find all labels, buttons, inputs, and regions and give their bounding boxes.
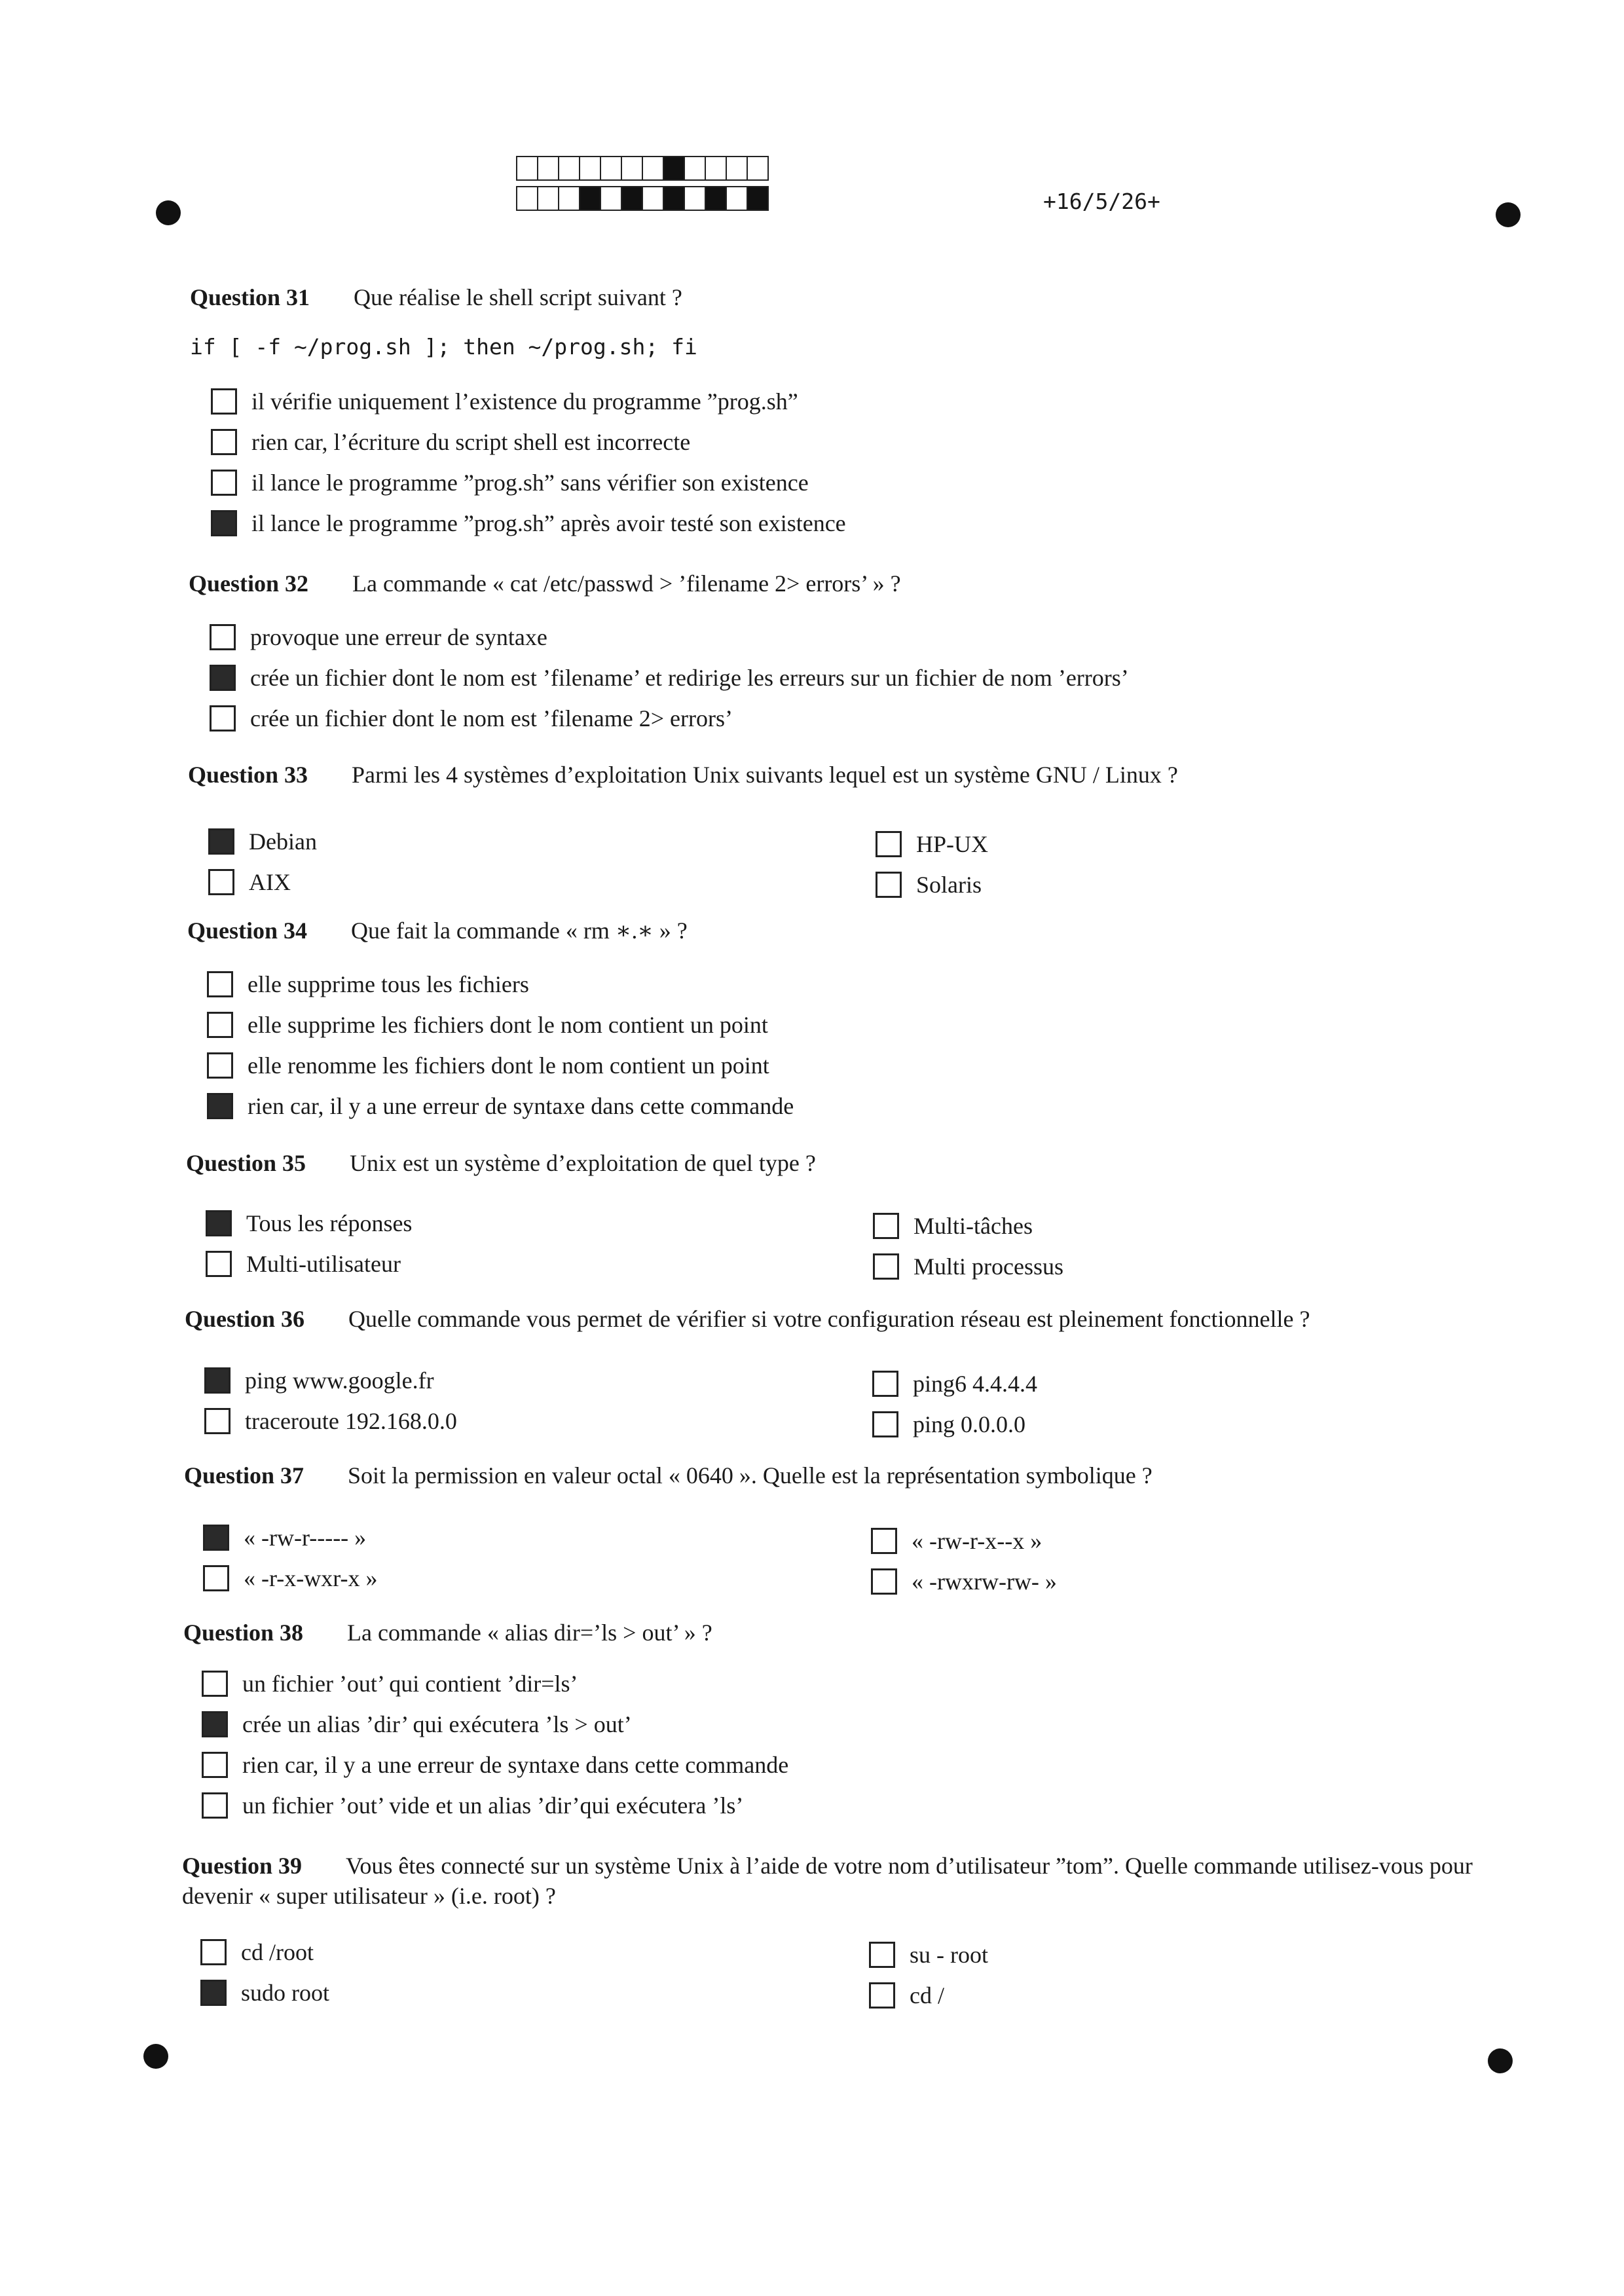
- option-label: elle renomme les fichiers dont le nom contient un point: [248, 1052, 769, 1079]
- option-label: cd /root: [241, 1939, 314, 1965]
- checkbox[interactable]: [211, 388, 237, 415]
- option-38-1[interactable]: [202, 1669, 578, 1699]
- question-text: Vous êtes connecté sur un système Unix à l’aide de votre nom d’utilisateur ”tom”. Quelle commande utilisez-vous pour devenir « super utilisateur » (i.e. root) ?: [182, 1853, 1473, 1909]
- code-cell: [537, 186, 559, 211]
- code-grid-row-1: [517, 156, 769, 181]
- checkbox[interactable]: [211, 510, 237, 536]
- question-number: Question 39: [182, 1853, 303, 1879]
- code-cell: [621, 186, 643, 211]
- option-label: Tous les réponses: [246, 1210, 413, 1236]
- option-label: crée un fichier dont le nom est ’filename 2> errors’: [250, 705, 733, 731]
- checkbox[interactable]: [876, 831, 902, 857]
- question-38: [183, 1619, 712, 1646]
- question-34: [187, 917, 688, 944]
- option-35-1[interactable]: [206, 1208, 412, 1238]
- checkbox[interactable]: [206, 1251, 232, 1277]
- code-cell: [516, 156, 538, 181]
- option-36-2[interactable]: [204, 1406, 457, 1436]
- option-label: elle supprime les fichiers dont le nom contient un point: [248, 1012, 768, 1038]
- question-number: Question 38: [183, 1620, 304, 1646]
- question-text: Soit la permission en valeur octal « 0640 ». Quelle est la représentation symbolique ?: [348, 1462, 1153, 1489]
- question-37: [184, 1462, 1153, 1489]
- option-33-4[interactable]: [876, 870, 982, 900]
- checkbox[interactable]: [207, 1093, 233, 1119]
- option-39-3[interactable]: [869, 1940, 988, 1970]
- checkbox[interactable]: [871, 1568, 897, 1595]
- option-label: rien car, il y a une erreur de syntaxe dans cette commande: [248, 1093, 794, 1119]
- option-39-1[interactable]: [200, 1937, 314, 1967]
- code-cell: [705, 156, 727, 181]
- option-label: Multi-utilisateur: [246, 1251, 401, 1277]
- option-label: Multi-tâches: [913, 1213, 1033, 1239]
- question-number: Question 35: [186, 1150, 306, 1176]
- checkbox[interactable]: [869, 1942, 895, 1968]
- checkbox[interactable]: [873, 1253, 899, 1280]
- option-37-2[interactable]: [203, 1563, 378, 1593]
- checkbox[interactable]: [207, 1012, 233, 1038]
- option-36-4[interactable]: [872, 1409, 1025, 1439]
- option-label: « -rwxrw-rw- »: [912, 1568, 1057, 1595]
- option-38-2[interactable]: [202, 1709, 632, 1739]
- option-39-4[interactable]: [869, 1980, 944, 2010]
- checkbox[interactable]: [876, 872, 902, 898]
- code-grid-row-2: [517, 186, 769, 211]
- code-cell: [663, 186, 685, 211]
- option-label: cd /: [910, 1982, 944, 2009]
- option-38-3[interactable]: [202, 1750, 788, 1780]
- checkbox[interactable]: [204, 1367, 231, 1394]
- option-label: HP-UX: [916, 831, 989, 857]
- option-35-3[interactable]: [873, 1211, 1033, 1241]
- checkbox[interactable]: [872, 1371, 898, 1397]
- option-34-1[interactable]: [207, 969, 529, 999]
- question-36: [185, 1305, 1310, 1333]
- checkbox[interactable]: [202, 1671, 228, 1697]
- page-id: +16/5/26+: [1043, 189, 1160, 214]
- option-label: crée un fichier dont le nom est ’filename’ et redirige les erreurs sur un fichier de nom ’errors’: [250, 665, 1129, 691]
- question-number: Question 31: [190, 284, 310, 310]
- registration-mark-top-right: [1496, 202, 1521, 227]
- option-35-2[interactable]: [206, 1249, 401, 1279]
- option-36-3[interactable]: [872, 1369, 1037, 1399]
- code-cell: [663, 156, 685, 181]
- option-33-1[interactable]: [208, 826, 317, 857]
- option-label: provoque une erreur de syntaxe: [250, 624, 547, 650]
- checkbox[interactable]: [206, 1210, 232, 1236]
- option-label: Multi processus: [913, 1253, 1063, 1280]
- checkbox[interactable]: [210, 705, 236, 731]
- code-cell: [516, 186, 538, 211]
- option-38-4[interactable]: [202, 1790, 743, 1821]
- option-label: elle supprime tous les fichiers: [248, 971, 529, 997]
- code-cell: [726, 156, 748, 181]
- option-label: su - root: [910, 1942, 988, 1968]
- option-label: « -rw-r-x--x »: [912, 1528, 1043, 1554]
- option-37-3[interactable]: [871, 1526, 1042, 1556]
- checkbox[interactable]: [211, 429, 237, 455]
- code-cell: [579, 186, 601, 211]
- option-37-1[interactable]: [203, 1523, 366, 1553]
- code-cell: [684, 156, 706, 181]
- option-label: un fichier ’out’ vide et un alias ’dir’qui exécutera ’ls’: [242, 1792, 744, 1819]
- option-36-1[interactable]: [204, 1365, 434, 1396]
- checkbox[interactable]: [873, 1213, 899, 1239]
- option-label: Solaris: [916, 872, 982, 898]
- question-number: Question 32: [189, 570, 309, 597]
- question-number: Question 36: [185, 1306, 305, 1332]
- option-label: rien car, il y a une erreur de syntaxe dans cette commande: [242, 1752, 789, 1778]
- option-39-2[interactable]: [200, 1978, 329, 2008]
- checkbox[interactable]: [207, 1052, 233, 1079]
- registration-mark-bottom-right: [1488, 2048, 1513, 2073]
- question-text: La commande « alias dir=’ls > out’ » ?: [347, 1620, 712, 1646]
- checkbox[interactable]: [208, 828, 234, 855]
- option-label: sudo root: [241, 1980, 329, 2006]
- option-label: AIX: [249, 869, 291, 895]
- registration-mark-bottom-left: [143, 2044, 168, 2069]
- option-33-2[interactable]: [208, 867, 291, 897]
- question-text: La commande « cat /etc/passwd > ’filename 2> errors’ » ?: [352, 570, 901, 597]
- option-label: un fichier ’out’ qui contient ’dir=ls’: [242, 1671, 578, 1697]
- option-32-2[interactable]: [210, 663, 1129, 693]
- option-label: crée un alias ’dir’ qui exécutera ’ls > out’: [242, 1711, 632, 1737]
- option-label: Debian: [249, 828, 317, 855]
- code-cell: [579, 156, 601, 181]
- checkbox[interactable]: [871, 1528, 897, 1554]
- registration-mark-top-left: [156, 200, 181, 225]
- code-cell: [747, 156, 769, 181]
- option-31-1[interactable]: [211, 386, 798, 417]
- checkbox[interactable]: [202, 1792, 228, 1819]
- option-label: rien car, l’écriture du script shell est incorrecte: [251, 429, 691, 455]
- question-text: Quelle commande vous permet de vérifier si votre configuration réseau est pleinement fonctionnelle ?: [348, 1306, 1310, 1332]
- code-cell: [726, 186, 748, 211]
- checkbox[interactable]: [203, 1565, 229, 1591]
- checkbox[interactable]: [210, 665, 236, 691]
- checkbox[interactable]: [211, 470, 237, 496]
- question-32: [189, 570, 901, 597]
- question-text: Parmi les 4 systèmes d’exploitation Unix suivants lequel est un système GNU / Linux ?: [352, 762, 1178, 788]
- code-cell: [558, 156, 580, 181]
- checkbox[interactable]: [208, 869, 234, 895]
- option-label: traceroute 192.168.0.0: [245, 1408, 457, 1434]
- question-text: Que fait la commande « rm ∗.∗ » ?: [351, 917, 688, 944]
- option-34-3[interactable]: [207, 1050, 769, 1081]
- option-label: il vérifie uniquement l’existence du programme ”prog.sh”: [251, 388, 798, 415]
- checkbox[interactable]: [202, 1752, 228, 1778]
- code-cell: [684, 186, 706, 211]
- checkbox[interactable]: [872, 1411, 898, 1437]
- option-31-2[interactable]: [211, 427, 690, 457]
- code-cell: [621, 156, 643, 181]
- option-label: ping6 4.4.4.4: [913, 1371, 1038, 1397]
- checkbox[interactable]: [203, 1525, 229, 1551]
- option-label: « -rw-r----- »: [244, 1525, 367, 1551]
- option-32-3[interactable]: [210, 703, 733, 733]
- checkbox[interactable]: [210, 624, 236, 650]
- question-35: [186, 1149, 816, 1177]
- code-cell: [642, 156, 664, 181]
- checkbox[interactable]: [202, 1711, 228, 1737]
- option-34-2[interactable]: [207, 1010, 768, 1040]
- option-33-3[interactable]: [876, 829, 988, 859]
- option-31-3[interactable]: [211, 468, 809, 498]
- question-text: Que réalise le shell script suivant ?: [354, 284, 682, 310]
- option-32-1[interactable]: [210, 622, 547, 652]
- option-label: il lance le programme ”prog.sh” sans vérifier son existence: [251, 470, 809, 496]
- code-snippet: if [ -f ~/prog.sh ]; then ~/prog.sh; fi: [190, 334, 697, 360]
- checkbox[interactable]: [204, 1408, 231, 1434]
- code-cell: [642, 186, 664, 211]
- checkbox[interactable]: [869, 1982, 895, 2009]
- code-cell: [705, 186, 727, 211]
- checkbox[interactable]: [207, 971, 233, 997]
- code-cell: [558, 186, 580, 211]
- question-number: Question 37: [184, 1462, 304, 1489]
- code-cell: [600, 156, 622, 181]
- code-cell: [537, 156, 559, 181]
- option-label: ping www.google.fr: [245, 1367, 434, 1394]
- option-label: il lance le programme ”prog.sh” après avoir testé son existence: [251, 510, 846, 536]
- option-label: « -r-x-wxr-x »: [244, 1565, 378, 1591]
- option-34-4[interactable]: [207, 1091, 794, 1121]
- option-37-4[interactable]: [871, 1566, 1057, 1597]
- question-number: Question 33: [188, 762, 308, 788]
- checkbox[interactable]: [200, 1939, 227, 1965]
- checkbox[interactable]: [200, 1980, 227, 2006]
- question-text: Unix est un système d’exploitation de quel type ?: [350, 1150, 816, 1176]
- option-35-4[interactable]: [873, 1251, 1063, 1282]
- option-label: ping 0.0.0.0: [913, 1411, 1026, 1437]
- question-33: [188, 761, 1178, 788]
- option-31-4[interactable]: [211, 508, 846, 538]
- code-cell: [747, 186, 769, 211]
- code-cell: [600, 186, 622, 211]
- question-39: [182, 1851, 1492, 1911]
- question-number: Question 34: [187, 917, 308, 944]
- question-31: [190, 284, 682, 311]
